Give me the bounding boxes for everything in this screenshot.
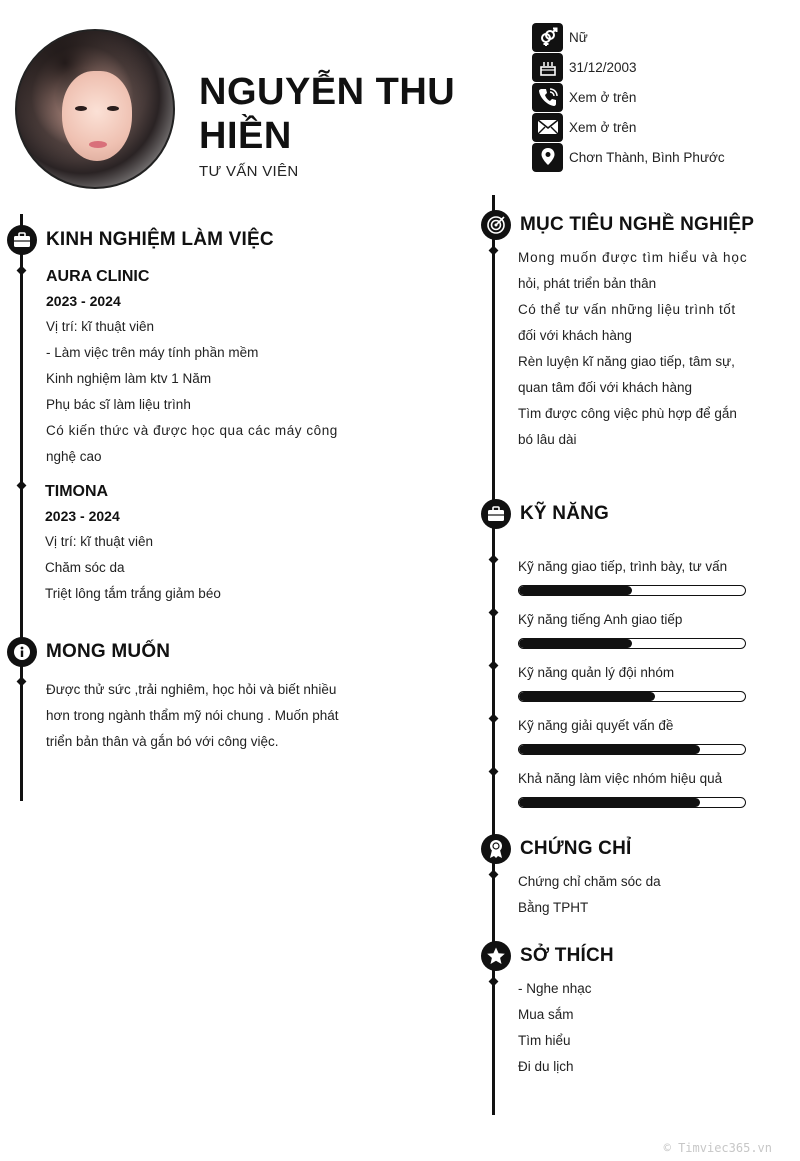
hobbies-section-title: SỞ THÍCH bbox=[520, 945, 614, 966]
contact-birthday: 31/12/2003 bbox=[532, 52, 725, 82]
location-pin-icon bbox=[532, 143, 563, 172]
target-icon bbox=[481, 210, 511, 240]
timeline-marker bbox=[489, 555, 499, 565]
objective-section-title: MỤC TIÊU NGHỀ NGHIỆP bbox=[520, 214, 755, 235]
skill-bar bbox=[518, 691, 746, 702]
skill-label: Kỹ năng giao tiếp, trình bày, tư vấn bbox=[518, 559, 728, 574]
timeline-marker bbox=[489, 977, 499, 987]
timeline-marker bbox=[489, 608, 499, 618]
timeline-marker bbox=[489, 246, 499, 256]
timeline-marker bbox=[489, 870, 499, 880]
objective-text: Mong muốn được tìm hiểu và học hỏi, phát triển bản thân Có thể tư vấn những liệu trình tốt đối với khách hàng Rèn luyện kĩ năng giao tiếp, tâm sự, quan tâm đối với khách hàng Tìm được công việc phù hợp để gắn bó lâu dài bbox=[518, 250, 748, 447]
skill-label: Kỹ năng quản lý đội nhóm bbox=[518, 665, 675, 680]
job-period: 2023 - 2024 bbox=[45, 508, 120, 524]
certificates-list: Chứng chỉ chăm sóc da Bằng TPHT bbox=[518, 874, 661, 915]
contact-gender: Nữ bbox=[532, 22, 725, 52]
timeline-marker bbox=[17, 677, 27, 687]
job-title: TƯ VẤN VIÊN bbox=[199, 163, 299, 180]
job-description: Vị trí: kĩ thuật viên - Làm việc trên máy tính phần mềm Kinh nghiệm làm ktv 1 Năm Phụ bác sĩ làm liệu trình Có kiến thức và được học qua các máy công nghệ cao bbox=[46, 319, 338, 464]
skill-bar-fill bbox=[519, 586, 632, 595]
skill-bar-fill bbox=[519, 692, 655, 701]
star-icon bbox=[481, 941, 511, 971]
skill-bar bbox=[518, 638, 746, 649]
skill-bar-fill bbox=[519, 639, 632, 648]
company-name: TIMONA bbox=[45, 483, 109, 500]
timeline-marker bbox=[17, 266, 27, 276]
skill-bar-fill bbox=[519, 798, 700, 807]
timeline-marker bbox=[489, 661, 499, 671]
phone-icon bbox=[532, 83, 563, 112]
hobbies-list: - Nghe nhạc Mua sắm Tìm hiểu Đi du lịch bbox=[518, 981, 592, 1074]
skill-bar-fill bbox=[519, 745, 700, 754]
wishes-text: Được thử sức ,trải nghiêm, học hỏi và biết nhiều hơn trong ngành thẩm mỹ nói chung . Muốn phát triển bản thân và gắn bó với công việc. bbox=[46, 682, 339, 749]
job-period: 2023 - 2024 bbox=[46, 293, 121, 309]
info-icon bbox=[7, 637, 37, 667]
timeline-marker bbox=[489, 714, 499, 724]
skill-label: Kỹ năng giải quyết vấn đề bbox=[518, 718, 674, 733]
contact-email: Xem ở trên bbox=[532, 112, 725, 142]
skill-label: Kỹ năng tiếng Anh giao tiếp bbox=[518, 612, 683, 627]
envelope-icon bbox=[532, 113, 563, 142]
watermark: © Timviec365.vn bbox=[663, 1141, 772, 1155]
briefcase-icon bbox=[7, 225, 37, 255]
left-timeline-line bbox=[20, 214, 23, 801]
timeline-marker bbox=[17, 481, 27, 491]
birthday-cake-icon bbox=[532, 53, 563, 82]
award-icon bbox=[481, 834, 511, 864]
skill-bar bbox=[518, 585, 746, 596]
company-name: AURA CLINIC bbox=[46, 268, 150, 285]
skill-bar bbox=[518, 797, 746, 808]
contact-phone: Xem ở trên bbox=[532, 82, 725, 112]
experience-section-title: KINH NGHIỆM LÀM VIỆC bbox=[46, 229, 274, 250]
gender-icon bbox=[532, 23, 563, 52]
job-description: Vị trí: kĩ thuật viên Chăm sóc da Triệt lông tắm trắng giảm béo bbox=[45, 534, 221, 601]
skill-bar bbox=[518, 744, 746, 755]
wishes-section-title: MONG MUỐN bbox=[46, 641, 171, 662]
profile-photo bbox=[15, 29, 175, 189]
briefcase-icon bbox=[481, 499, 511, 529]
contact-address: Chơn Thành, Bình Phước bbox=[532, 142, 725, 172]
skills-section-title: KỸ NĂNG bbox=[520, 503, 610, 524]
candidate-name: NGUYỄN THU HIỀN bbox=[199, 71, 456, 157]
skill-label: Khả năng làm việc nhóm hiệu quả bbox=[518, 771, 723, 786]
contact-info bbox=[532, 22, 725, 172]
timeline-marker bbox=[489, 767, 499, 777]
certificates-section-title: CHỨNG CHỈ bbox=[520, 838, 632, 859]
